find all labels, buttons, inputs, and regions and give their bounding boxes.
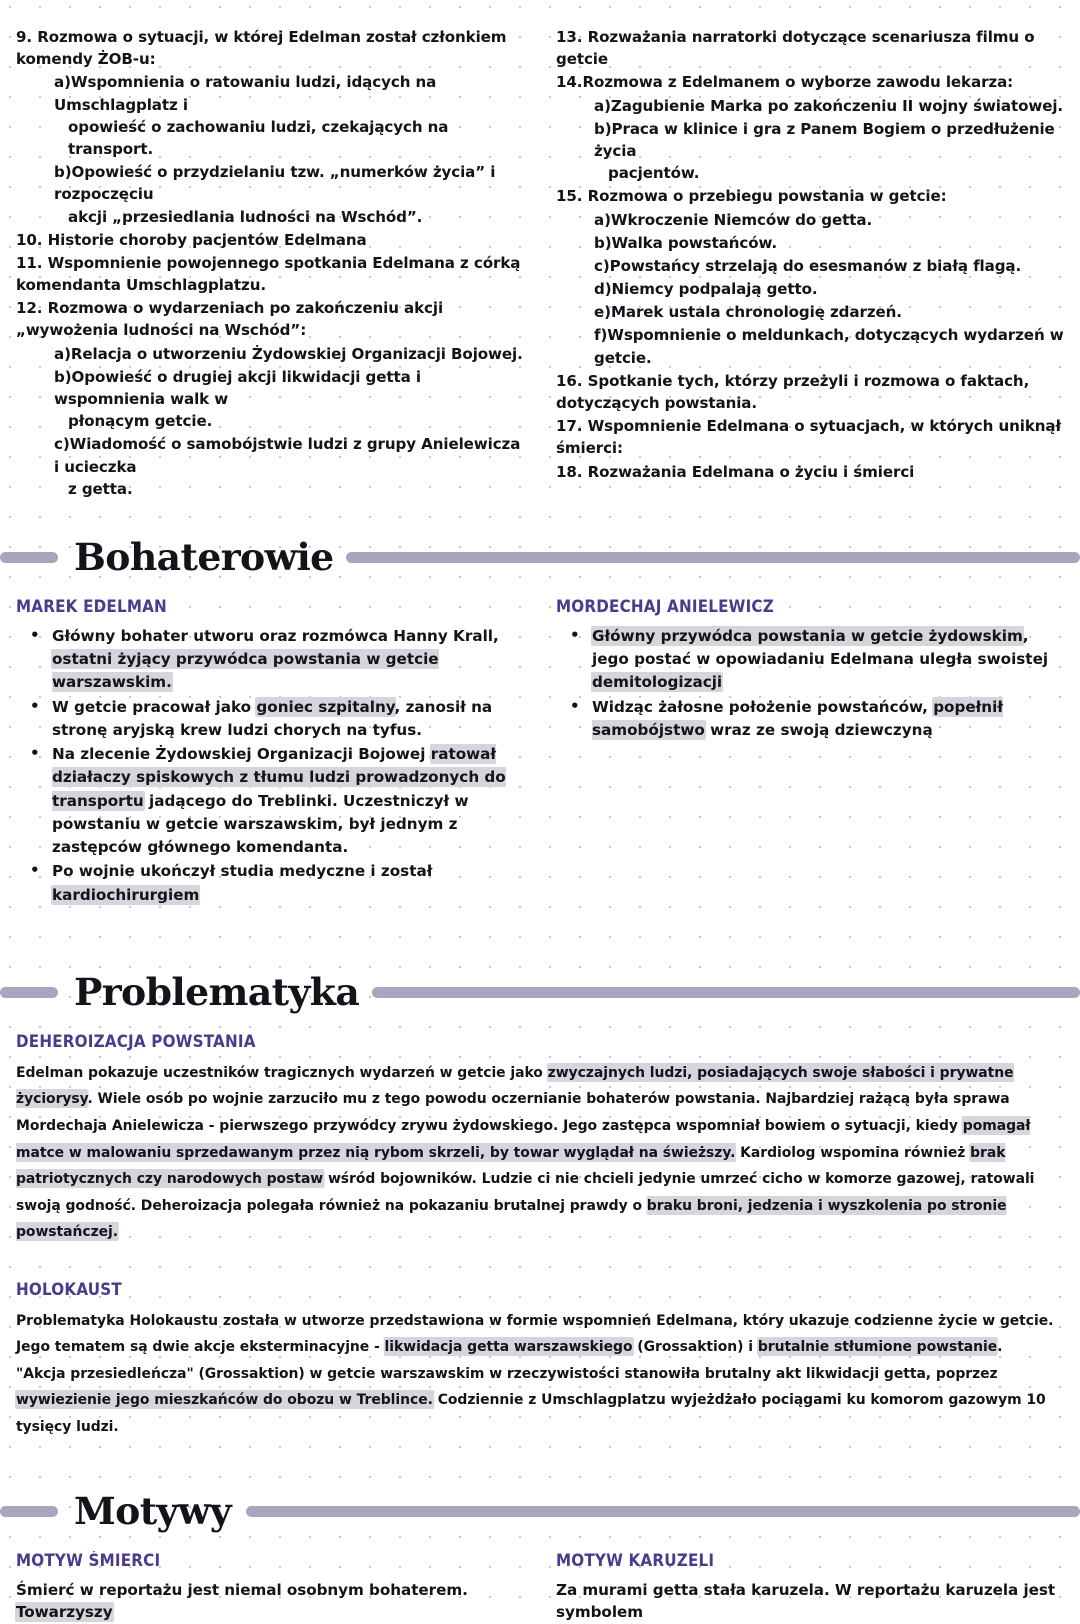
highlighted-text: Towarzyszy: [16, 1603, 113, 1621]
highlighted-text: brak patriotycznych czy narodowych postaw: [16, 1144, 1005, 1188]
outline-subitem-label: a): [54, 73, 71, 91]
subheading-deheroizacja-powstania: DEHEROIZACJA POWSTANIA: [16, 1032, 986, 1051]
highlighted-text: wywiezienie jego mieszkańców do obozu w Treblince.: [16, 1391, 433, 1408]
outline-subitem-continuation: pacjentów.: [594, 162, 1070, 184]
paragraph-motyw-smierci: [16, 1579, 526, 1624]
outline-subitem-continuation: akcji „przesiedlania ludności na Wschód”.: [54, 206, 526, 228]
subheading-motyw-karuzeli: MOTYW KARUZELI: [556, 1551, 1029, 1570]
highlighted-text: braku broni, jedzenia i wyszkolenia po stronie powstańczej.: [16, 1197, 1007, 1241]
highlighted-text: Główny przywódca powstania w getcie żydowskim: [592, 627, 1023, 645]
outline-subitem-label: e): [594, 303, 611, 321]
outline-subitem: [16, 343, 526, 365]
section-bohaterowie: [0, 529, 1080, 908]
paragraph: [16, 1361, 1068, 1441]
highlighted-text: demitologizacji: [592, 673, 722, 691]
outline-subitem-text: Niemcy podpalają getto.: [612, 280, 818, 298]
text-run: jadącego do Treblinki. Uczestniczył w powstaniu w getcie warszawskim, był jednym z zastępców głównego komendanta.: [52, 792, 469, 857]
section-title: Motywy: [74, 1493, 231, 1530]
outline-item: 14.Rozmowa z Edelmanem o wyborze zawodu lekarza:: [556, 71, 1070, 93]
highlighted-text: ratował działaczy spiskowych z tłumu ludzi prowadzonych do transportu: [52, 745, 506, 810]
list-item: [16, 860, 526, 907]
outline-subitem: [556, 278, 1070, 300]
paragraphs-deheroizacja: [16, 1060, 1070, 1246]
rule-right-decoration: [246, 1506, 1080, 1517]
rule-left-decoration: [0, 987, 58, 998]
outline-subitem-label: a): [594, 211, 611, 229]
outline-subitem-continuation: z getta.: [54, 478, 526, 500]
subheading-mordechaj-anielewicz: MORDECHAJ ANIELEWICZ: [556, 597, 1029, 616]
text-run: Edelman pokazuje uczestników tragicznych wydarzeń w getcie jako: [16, 1064, 548, 1081]
subheading-motyw-smierci: MOTYW ŚMIERCI: [16, 1551, 485, 1570]
outline-subitem-text: Marek ustala chronologię zdarzeń.: [611, 303, 902, 321]
highlighted-text: ostatni żyjący przywódca powstania w getcie warszawskim.: [52, 650, 439, 691]
list-item: [556, 625, 1070, 695]
outline-list-left: [16, 26, 526, 500]
text-run: (Grossaktion) i: [632, 1338, 757, 1355]
outline-item: 17. Wspomnienie Edelmana o sytuacjach, w których uniknął śmierci:: [556, 415, 1070, 459]
outline-subitem-text: Praca w klinice i gra z Panem Bogiem o przedłużenie życia: [594, 120, 1055, 160]
paragraph: [16, 1308, 1068, 1361]
text-run: Kardiolog wspomina również: [735, 1144, 970, 1161]
rule-left-decoration: [0, 1506, 58, 1517]
outline-item: 13. Rozważania narratorki dotyczące scenariusza filmu o getcie: [556, 26, 1070, 70]
bohaterowie-column-right: [540, 597, 1080, 908]
highlighted-text: zwyczajnych ludzi, posiadających swoje słabości i prywatne życiorysy: [16, 1064, 1014, 1108]
outline-subitem-text: Relacja o utworzeniu Żydowskiej Organizacji Bojowej.: [71, 345, 523, 363]
outline-item: 10. Historie choroby pacjentów Edelmana: [16, 229, 526, 251]
motywy-columns: [0, 1551, 1080, 1624]
outline-block: [0, 0, 1080, 501]
outline-item: 9. Rozmowa o sytuacji, w której Edelman został członkiem komendy ŻOB-u:: [16, 26, 526, 70]
outline-subitem: [556, 95, 1070, 117]
outline-subitem-label: b): [594, 234, 612, 252]
outline-item: 15. Rozmowa o przebiegu powstania w getcie:: [556, 185, 1070, 207]
section-header-motywy: [0, 1483, 1080, 1541]
bullet-list-mordechaj-anielewicz: [556, 625, 1070, 742]
text-run: .: [997, 1338, 1002, 1355]
section-title: Problematyka: [74, 974, 359, 1011]
outline-subitem: [556, 324, 1070, 368]
text-run: Na zlecenie Żydowskiej Organizacji Bojowej: [52, 745, 431, 763]
bohaterowie-columns: [0, 597, 1080, 908]
outline-item: 16. Spotkanie tych, którzy przeżyli i rozmowa o faktach, dotyczących powstania.: [556, 370, 1070, 414]
bullet-list-marek-edelman: [16, 625, 526, 907]
outline-subitem-text: Zagubienie Marka po zakończeniu II wojny światowej.: [611, 97, 1063, 115]
outline-subitem: [16, 433, 526, 500]
highlighted-text: popełnił samobójstwo: [592, 698, 1003, 739]
outline-subitem: [556, 232, 1070, 254]
section-header-problematyka: [0, 964, 1080, 1022]
highlighted-text: kardiochirurgiem: [52, 886, 199, 904]
outline-subitem: [556, 255, 1070, 277]
outline-subitem-text: Opowieść o drugiej akcji likwidacji getta i wspomnienia walk w: [54, 368, 421, 408]
outline-subitem-text: Walka powstańców.: [612, 234, 778, 252]
outline-column-right: [540, 26, 1080, 501]
outline-subitem: [556, 209, 1070, 231]
text-run: Za murami getta stała karuzela. W reportażu karuzela jest symbolem: [556, 1581, 1055, 1622]
paragraph: [16, 1060, 1068, 1246]
rule-left-decoration: [0, 552, 58, 563]
rule-right-decoration: [346, 552, 1080, 563]
outline-subitem-text: Wspomnienia o ratowaniu ludzi, idących na Umschlagplatz i: [54, 73, 436, 113]
outline-subitem: [556, 301, 1070, 323]
outline-subitem-text: Powstańcy strzelają do esesmanów z białą flagą.: [610, 257, 1021, 275]
list-item: [16, 696, 526, 743]
list-item: [16, 625, 526, 695]
group-deheroizacja: [16, 1032, 1070, 1246]
motywy-column-right: [540, 1551, 1080, 1624]
motywy-column-left: [0, 1551, 540, 1624]
outline-subitem-label: c): [54, 435, 70, 453]
text-run: Główny bohater utworu oraz rozmówca Hanny Krall,: [52, 627, 499, 645]
text-run: "Akcja przesiedleńcza" (Grossaktion) w getcie warszawskim w rzeczywistości stanowiła brutalny akt likwidacji getta, poprzez: [16, 1365, 998, 1382]
text-run: W getcie pracował jako: [52, 698, 256, 716]
outline-subitem-label: b): [54, 163, 72, 181]
highlighted-text: likwidacja getta warszawskiego: [385, 1338, 633, 1355]
text-run: Problematyka Holokaustu została w utworze przedstawiona w formie wspomnień Edelmana, który ukazuje codzienne życie w getcie. Jego tematem są dwie akcje eksterminacyjne -: [16, 1312, 1053, 1356]
outline-subitem-continuation: opowieść o zachowaniu ludzi, czekających na transport.: [54, 116, 526, 160]
outline-subitem-label: b): [54, 368, 72, 386]
outline-subitem-text: Opowieść o przydzielaniu tzw. „numerków życia” i rozpoczęciu: [54, 163, 495, 203]
highlighted-text: goniec szpitalny: [256, 698, 394, 716]
outline-list-right: [556, 26, 1070, 483]
outline-subitem-text: Wspomnienie o meldunkach, dotyczących wydarzeń w getcie.: [594, 326, 1064, 366]
outline-subitem-label: d): [594, 280, 612, 298]
outline-subitem-label: f): [594, 326, 607, 344]
list-item: [556, 696, 1070, 743]
outline-subitem-text: Wiadomość o samobójstwie ludzi z grupy Anielewicza i ucieczka: [54, 435, 520, 475]
outline-item: 11. Wspomnienie powojennego spotkania Edelmana z córką komendanta Umschlagplatzu.: [16, 252, 526, 296]
rule-right-decoration: [372, 987, 1080, 998]
highlighted-text: pomagał matce w malowaniu sprzedawanym przez nią rybom skrzeli, by towar wyglądał na świeższy.: [16, 1117, 1030, 1161]
outline-item: 18. Rozważania Edelmana o życiu i śmierci: [556, 461, 1070, 483]
section-motywy: [0, 1483, 1080, 1624]
text-run: Śmierć w reportażu jest niemal osobnym bohaterem.: [16, 1581, 468, 1599]
text-run: . Wiele osób po wojnie zarzuciło mu z tego powodu oczernianie bohaterów powstania. Najbardziej rażącą była sprawa Mordechaja Anielewicza - pierwszego przywódcy zrywu żydowskiego. Jego zastępca wspomniał bowiem o sytuacji, kiedy: [16, 1090, 1010, 1134]
problematyka-body: [0, 1032, 1080, 1441]
outline-column-left: [0, 26, 540, 501]
outline-subitem-label: a): [594, 97, 611, 115]
subheading-holokaust: HOLOKAUST: [16, 1280, 986, 1299]
text-run: wśród bojowników. Ludzie ci nie chcieli jedynie umrzeć cicho w komorze gazowej, ratowali swoją godność. Deheroizacja polegała również na pokazaniu brutalnej prawdy o: [16, 1170, 1034, 1214]
text-run: , zanosił na stronę aryjską krew ludzi chorych na tyfus.: [52, 698, 492, 739]
outline-subitem: [16, 161, 526, 228]
text-run: wraz ze swoją dziewczyną: [705, 721, 933, 739]
outline-subitem-continuation: płonącym getcie.: [54, 410, 526, 432]
outline-subitem-text: Wkroczenie Niemców do getta.: [611, 211, 872, 229]
outline-subitem: [556, 118, 1070, 185]
section-title: Bohaterowie: [74, 539, 334, 576]
highlighted-text: brutalnie stłumione powstanie: [758, 1338, 997, 1355]
outline-subitem: [16, 71, 526, 160]
text-run: Codziennie z Umschlagplatzu wyjeżdżało pociągami ku komorom gazowym 10 tysięcy ludzi.: [16, 1391, 1046, 1435]
list-item: [16, 743, 526, 859]
group-holokaust: [16, 1280, 1070, 1441]
text-run: Po wojnie ukończył studia medyczne i został: [52, 862, 432, 880]
outline-subitem: [16, 366, 526, 433]
subheading-marek-edelman: MAREK EDELMAN: [16, 597, 485, 616]
text-run: , jego postać w opowiadaniu Edelmana uległa swoistej: [592, 627, 1048, 668]
text-run: Widząc żałosne położenie powstańców,: [592, 698, 933, 716]
section-problematyka: [0, 964, 1080, 1441]
outline-subitem-label: a): [54, 345, 71, 363]
outline-item: 12. Rozmowa o wydarzeniach po zakończeniu akcji „wywożenia ludności na Wschód”:: [16, 297, 526, 341]
paragraph-motyw-karuzeli: [556, 1579, 1070, 1624]
section-header-bohaterowie: [0, 529, 1080, 587]
paragraphs-holokaust: [16, 1308, 1070, 1441]
outline-subitem-label: c): [594, 257, 610, 275]
outline-subitem-label: b): [594, 120, 612, 138]
bohaterowie-column-left: [0, 597, 540, 908]
